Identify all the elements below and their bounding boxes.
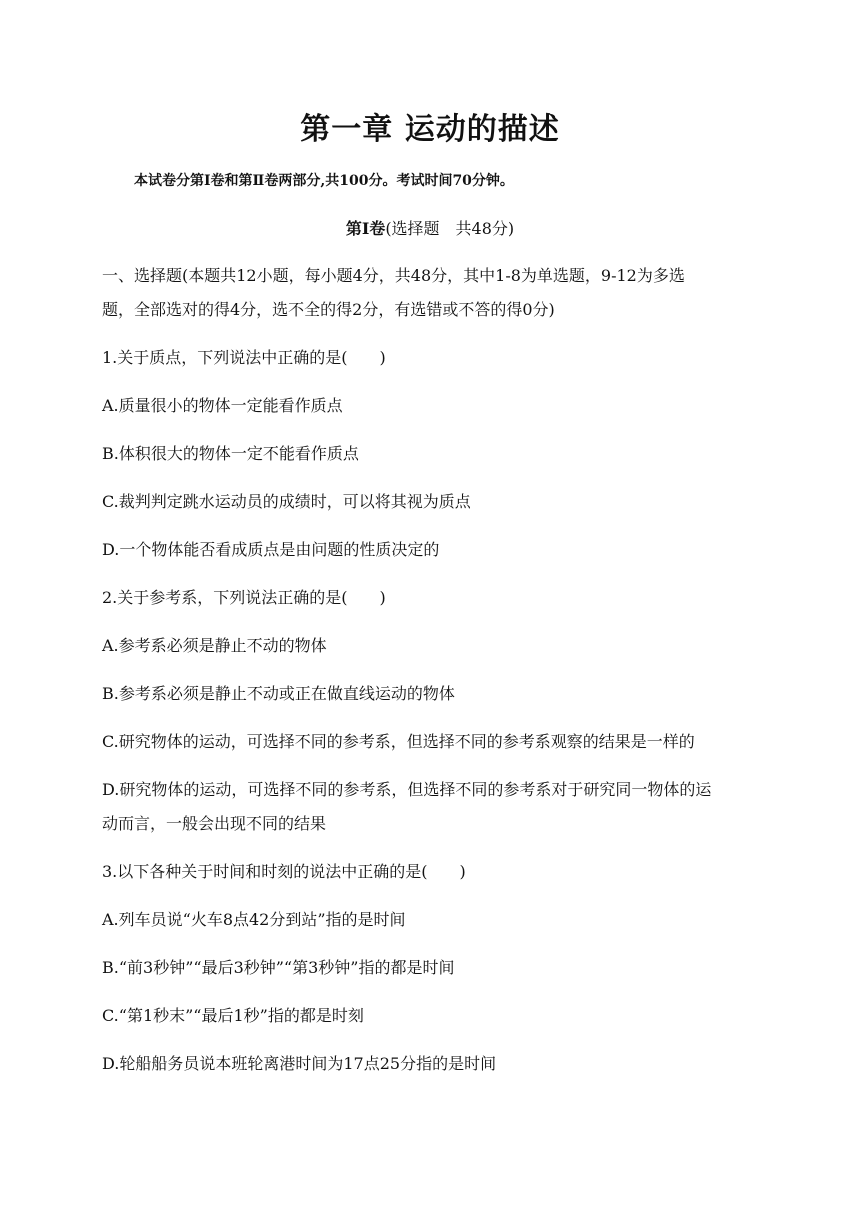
question-3-option-d: D.轮船船务员说本班轮离港时间为17点25分指的是时间 xyxy=(102,1054,497,1073)
question-3-stem: 3.以下各种关于时间和时刻的说法中正确的是( ) xyxy=(102,862,466,881)
question-1-option-b: B.体积很大的物体一定不能看作质点 xyxy=(102,444,359,463)
question-1-option-a: A.质量很小的物体一定能看作质点 xyxy=(102,396,343,415)
question-2-option-b: B.参考系必须是静止不动或正在做直线运动的物体 xyxy=(102,684,455,703)
question-2-stem: 2.关于参考系，下列说法正确的是( ) xyxy=(102,588,386,607)
question-3-option-a: A.列车员说“火车8点42分到站”指的是时间 xyxy=(102,910,406,929)
question-2-option-d-line-2: 动而言，一般会出现不同的结果 xyxy=(102,814,327,833)
exam-intro: 本试卷分第Ⅰ卷和第Ⅱ卷两部分,共100分。考试时间70分钟。 xyxy=(134,173,514,189)
question-1-stem: 1.关于质点，下列说法中正确的是( ) xyxy=(102,348,386,367)
question-1-option-c: C.裁判判定跳水运动员的成绩时，可以将其视为质点 xyxy=(102,492,471,511)
instructions-line-2: 题，全部选对的得4分，选不全的得2分，有选错或不答的得0分) xyxy=(102,300,555,319)
question-2-option-c: C.研究物体的运动，可选择不同的参考系，但选择不同的参考系观察的结果是一样的 xyxy=(102,732,695,751)
section-heading xyxy=(0,216,860,239)
instructions-line-1: 一、选择题(本题共12小题，每小题4分，共48分，其中1-8为单选题，9-12为多选 xyxy=(102,266,685,285)
question-2-option-d-line-1: D.研究物体的运动，可选择不同的参考系，但选择不同的参考系对于研究同一物体的运 xyxy=(102,780,712,799)
chapter-title: 第一章 运动的描述 xyxy=(300,112,560,147)
question-3-option-c: C.“第1秒末”“最后1秒”指的都是时刻 xyxy=(102,1006,364,1025)
section-heading-detail: (选择题 共48分) xyxy=(385,219,515,238)
question-2-option-a: A.参考系必须是静止不动的物体 xyxy=(102,636,327,655)
question-1-option-d: D.一个物体能否看成质点是由问题的性质决定的 xyxy=(102,540,440,559)
section-heading-label: 第Ⅰ卷 xyxy=(345,219,386,238)
question-3-option-b: B.“前3秒钟”“最后3秒钟”“第3秒钟”指的都是时间 xyxy=(102,958,455,977)
